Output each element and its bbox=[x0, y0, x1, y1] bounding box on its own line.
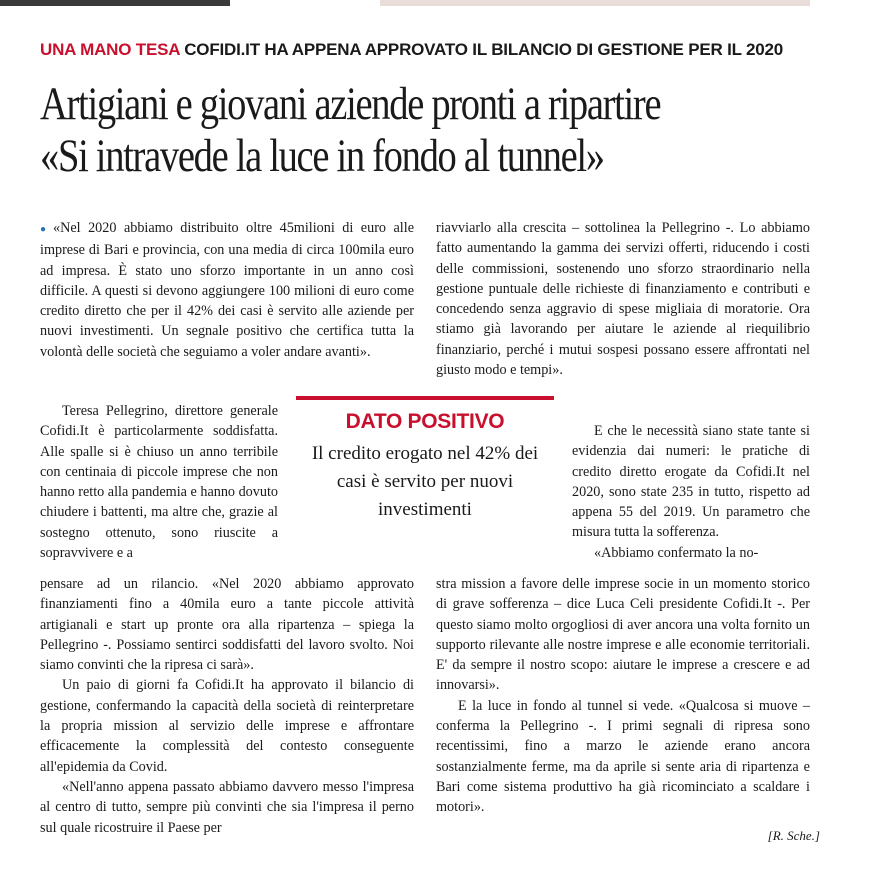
right-column-bottom bbox=[436, 574, 810, 818]
kicker-text: COFIDI.IT HA APPENA APPROVATO IL BILANCIO DI GESTIONE PER IL 2020 bbox=[184, 40, 784, 59]
right-column-narrow bbox=[572, 421, 810, 563]
headline-line-1: Artigiani e giovani aziende pronti a ripartire bbox=[40, 78, 661, 130]
kicker-section: UNA MANO TESA bbox=[40, 40, 180, 59]
bullet-icon: ● bbox=[40, 224, 50, 235]
callout-title: DATO POSITIVO bbox=[345, 410, 505, 433]
paragraph: E la luce in fondo al tunnel si vede. «Qualcosa si muove – conferma la Pellegrino -. I primi segnali di ripresa sono recentissimi, fino a marzo le aziende erano ancora sostanzialmente ferme, ma da aprile si sente aria di ripartenza e Bari come sistema produttivo ha già ricominciato a scaldare i motori». bbox=[436, 697, 810, 816]
author-signature: [R. Sche.] bbox=[767, 828, 820, 843]
top-photo-strip-left bbox=[0, 0, 230, 6]
kicker bbox=[40, 40, 830, 60]
left-column-bottom bbox=[40, 574, 414, 838]
paragraph: Un paio di giorni fa Cofidi.It ha approvato il bilancio di gestione, confermando la capacità della società di reinterpretare la propria mission al servizio delle imprese e affrontare efficacemente la complessità del contesto conseguente all'epidemia da Covid. bbox=[40, 677, 414, 775]
paragraph: «Nell'anno appena passato abbiamo davvero messo l'impresa al centro di tutto, sempre più convinti che sia l'impresa il perno sul quale ricostruire il Paese per bbox=[40, 778, 414, 836]
callout-rule bbox=[296, 396, 554, 400]
paragraph: E che le necessità siano state tante si evidenzia dai numeri: le pratiche di credito diretto erogate da Cofidi.It nel 2020, sono state 235 in tutto, rispetto ad appena 55 del 2019. Un parametro che misura tutta la sofferenza. bbox=[572, 423, 810, 541]
paragraph: «Abbiamo confermato la no- bbox=[594, 544, 759, 561]
left-column-top bbox=[40, 218, 414, 362]
headline bbox=[40, 78, 830, 182]
headline-line-2: «Si intravede la luce in fondo al tunnel» bbox=[40, 130, 604, 182]
paragraph: ● «Nel 2020 abbiamo distribuito oltre 45milioni di euro alle imprese di Bari e provincia, con una media di circa 100mila euro ad impresa. È stato uno sforzo importante in un anno così difficile. A questi si devono aggiungere 100 milioni di euro come credito diretto che per il 42% dei casi è servito alle aziende per nuovi investimenti. Un segnale positivo che certifica tutta la volontà delle società che seguiamo a voler andare avanti». bbox=[40, 220, 414, 360]
callout-box bbox=[296, 396, 554, 542]
paragraph: pensare ad un rilancio. «Nel 2020 abbiamo approvato finanziamenti fino a 40mila euro a tante piccole attività artigianali e start up pronte ora alla ripartenza – spiega la Pellegrino -. Possiamo sentirci soddisfatti del lavoro svolto. Noi siamo convinti che la ripresa ci sarà». bbox=[40, 576, 414, 674]
top-photo-strip-right bbox=[380, 0, 810, 6]
left-column-narrow bbox=[40, 401, 278, 563]
paragraph: Teresa Pellegrino, direttore generale Cofidi.It è particolarmente soddisfatta. Alle spalle si è chiuso un anno terribile con centinaia di piccole imprese che non hanno retto alla pandemia e hanno dovuto chiudere i battenti, ma altre che, grazie al sostegno ottenuto, sono riuscite a sopravvivere e a bbox=[40, 403, 278, 562]
paragraph: stra mission a favore delle imprese socie in un momento storico di grave sofferenza – dice Luca Celi presidente Cofidi.It -. Per questo siamo molto orgogliosi di aver ancora una volta fornito un supporto rilevante alle nostre imprese e alle economie territoriali. E' da sempre il nostro scopo: aiutare le imprese a crescere e ad innovarsi». bbox=[436, 576, 810, 694]
callout-text: Il credito erogato nel 42% dei casi è servito per nuovi investimenti bbox=[311, 443, 539, 520]
paragraph: riavviarlo alla crescita – sottolinea la Pellegrino -. Lo abbiamo fatto aumentando la gamma dei servizi offerti, riducendo i costi delle commissioni, sostenendo uno sforzo straordinario nella gestione puntuale delle richieste di finanziamento e contributi e concedendo senza aggravio di spese migliaia di moratorie. Ora stiamo già lavorando per aiutare le aziende al riequilibrio finanziario, perché i mutui sospesi possano essere affrontati nel giusto modo e tempi». bbox=[436, 220, 810, 379]
right-column-top bbox=[436, 218, 810, 380]
